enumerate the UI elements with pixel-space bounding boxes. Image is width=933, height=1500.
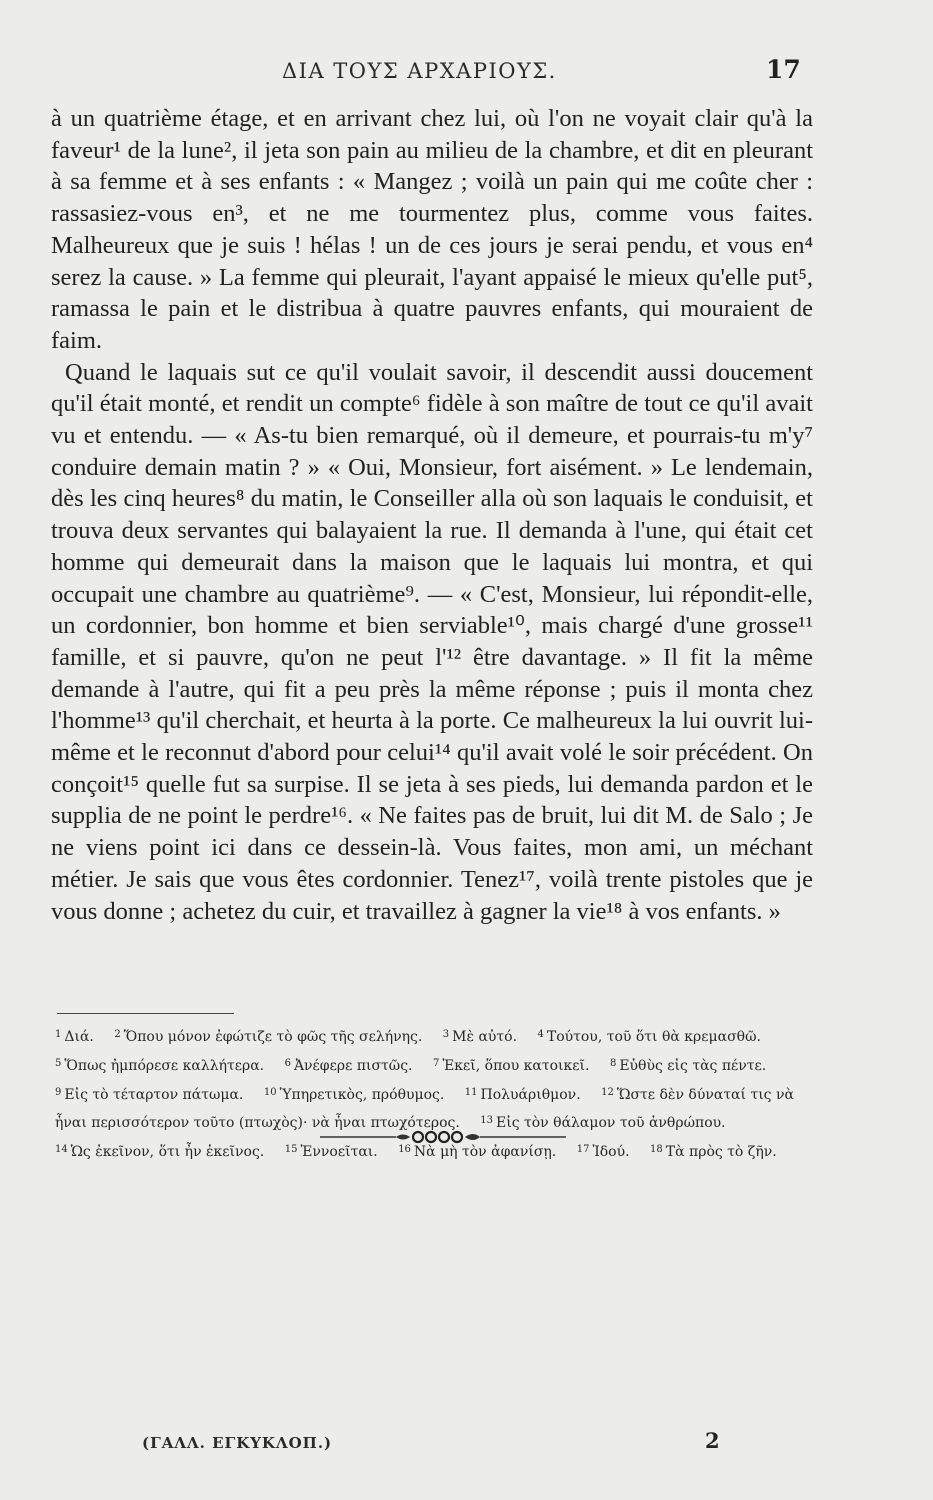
- footnote: $^{14}$ Ὡς ἐκεῖνον, ὅτι ἦν ἐκεῖνος.: [55, 1144, 265, 1161]
- footnote: $^3$ Μὲ αὐτό.: [442, 1029, 518, 1045]
- signature-number: 2: [705, 1428, 720, 1453]
- footnote: $^7$ Ἐκεῖ, ὅπου κατοικεῖ.: [432, 1057, 590, 1074]
- footnote: $^{16}$ Νὰ μὴ τὸν ἀφανίσῃ.: [398, 1144, 557, 1161]
- footnote: $^{18}$ Τὰ πρὸς τὸ ζῆν.: [650, 1144, 777, 1161]
- body-text: [51, 103, 813, 927]
- footnote: $^8$ Εὐθὺς εἰς τὰς πέντε.: [609, 1057, 767, 1074]
- paragraph: à un quatrième étage, et en arrivant chez lui, où l'on ne voyait clair qu'à la faveur¹ de la lune², il jeta son pain au milieu de la chambre, et dit en pleurant à sa femme et à ses enfants : « Mangez ; voilà un pain qui me coûte cher : rassasiez-vous en³, et ne me tourmentez plus, comme vous faites. Malheureux que je suis ! hélas ! un de ces jours je serai pendu, et vous en⁴ serez la cause. » La femme qui pleurait, l'ayant appaisé le mieux qu'elle put⁵, ramassa le pain et le distribua à quatre pauvres enfants, qui mouraient de faim.: [51, 105, 813, 354]
- footnote: $^{12}$ Ὥστε δὲν δύναταί τις νὰ ἦναι περισσότερον τοῦτο (πτωχὸς)· νὰ ἦναι πτωχότερος.: [55, 1086, 794, 1132]
- footnote: $^9$ Εἰς τὸ τέταρτον πάτωμα.: [55, 1086, 244, 1103]
- footnote: $^{10}$ Ὑπηρετικὸς, πρόθυμος.: [263, 1086, 445, 1103]
- running-title: ΔΙΑ ΤΟΥΣ ΑΡΧΑΡΙΟΥΣ.: [282, 59, 557, 83]
- footnote: $^1$ Διά.: [55, 1029, 94, 1045]
- running-head: [0, 55, 933, 91]
- footnote: $^5$ Ὅπως ἠμπόρεσε καλλήτερα.: [55, 1057, 265, 1074]
- page-number: 17: [766, 55, 801, 84]
- footnote: $^6$ Ἀνέφερε πιστῶς.: [284, 1057, 413, 1074]
- page-footer: [0, 1428, 933, 1464]
- footnote: $^{11}$ Πολυάριθμον.: [464, 1086, 581, 1103]
- footnote: $^{15}$ Ἐννοεῖται.: [284, 1144, 378, 1161]
- paragraph: Quand le laquais sut ce qu'il voulait savoir, il descendit aussi doucement qu'il était monté, et rendit un compte⁶ fidèle à son maître de tout ce qu'il avait vu et entendu. — « As-tu bien remarqué, où il demeure, et pourrais-tu m'y⁷ conduire demain matin ? » « Oui, Monsieur, fort aisément. » Le lendemain, dès les cinq heures⁸ du matin, le Conseiller alla où son laquais le conduisit, et trouva deux servantes qui balayaient la rue. Il demanda à l'une, qui était cet homme qui demeurait dans la maison que le laquais lui montra, et qui occupait une chambre au quatrième⁹. — « C'est, Monsieur, lui répondit-elle, un cordonnier, bon homme et bien serviable¹⁰, mais chargé d'une grosse¹¹ famille, et si pauvre, qu'on ne peut l'¹² être davantage. » Il fit la même demande à l'autre, qui fit a peu près la même réponse ; puis il monta chez l'homme¹³ qu'il cherchait, et heurta à la porte. Ce malheureux la lui ouvrit lui-même et le reconnut d'abord pour celui¹⁴ qu'il avait volé le soir précédent. On conçoit¹⁵ quelle fut sa surpise. Il se jeta à ses pieds, lui demanda pardon et le supplia de ne point le perdre¹⁶. « Ne faites pas de bruit, lui dit M. de Salo ; Je ne viens point ici dans ce dessein-là. Vous faites, mon ami, un méchant métier. Je sais que vous êtes cordonnier. Tenez¹⁷, voilà trente pistoles que je vous donne ; achetez du cuir, et travaillez à gagner la vie¹⁸ à vos enfants. »: [51, 358, 813, 925]
- footnote: $^2$ Ὅπου μόνον ἐφώτιζε τὸ φῶς τῆς σελήνης.: [114, 1029, 423, 1045]
- footnote: $^{17}$ Ἰδού.: [576, 1144, 630, 1161]
- printer-signature: (ΓΑΛΛ. ΕΓΚΥΚΛΟΠ.): [142, 1434, 333, 1452]
- fleuron-ornament-icon: [318, 1125, 568, 1149]
- footnote: $^{13}$ Εἰς τὸν θάλαμον τοῦ ἀνθρώπου.: [480, 1115, 726, 1132]
- footnote: $^4$ Τούτου, τοῦ ὅτι θὰ κρεμασθῶ.: [537, 1029, 761, 1045]
- footnote-rule: [57, 1013, 234, 1014]
